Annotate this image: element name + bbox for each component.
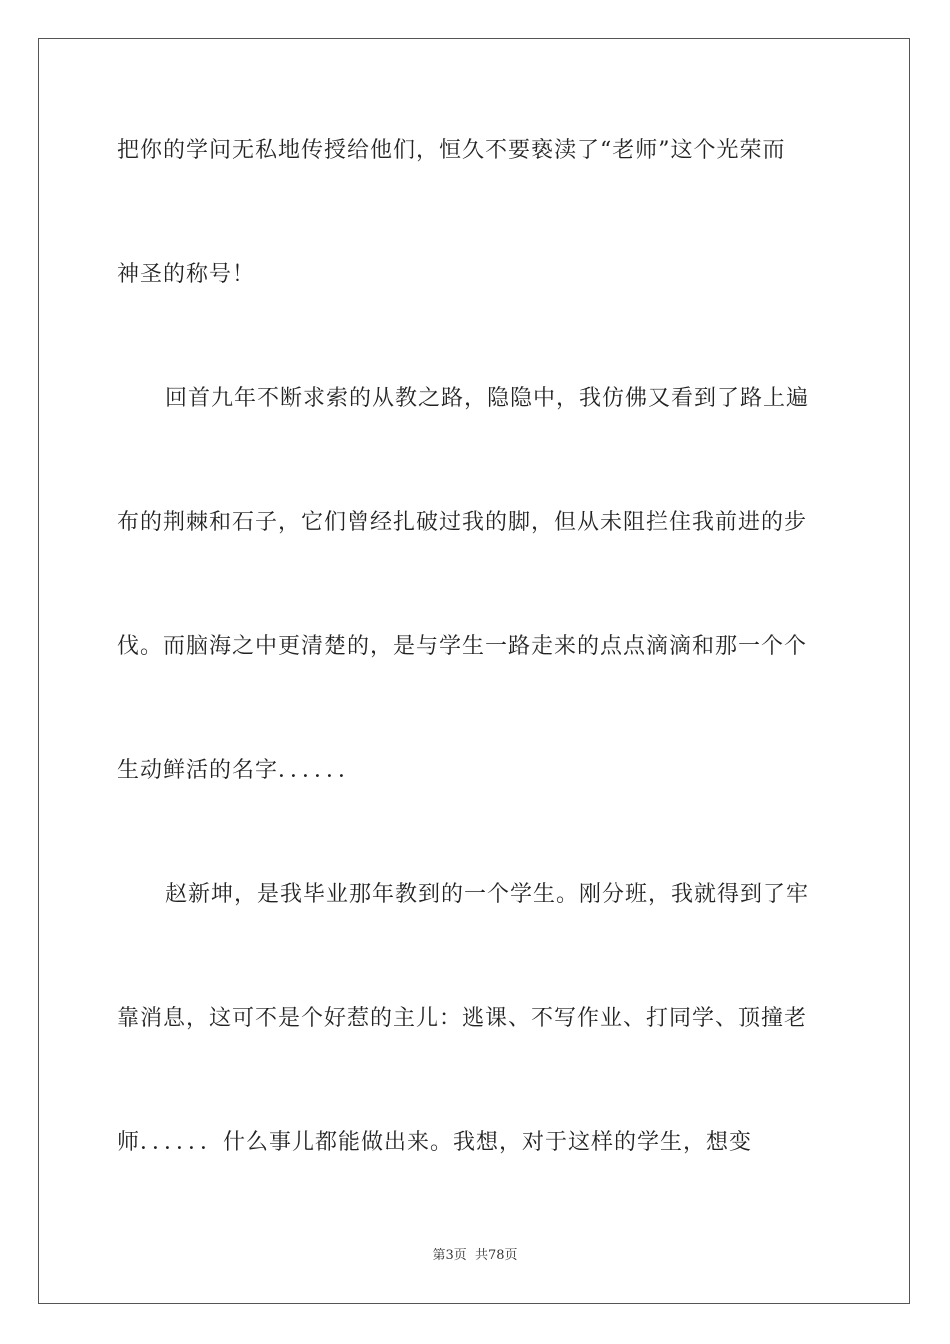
page-border [38,38,910,1304]
total-pages: 共78页 [474,1248,518,1263]
text-line-7: 赵新坤，是我毕业那年教到的一个学生。刚分班，我就得到了牢 [165,882,810,907]
text-line-9: 师．．．．．．什么事儿都能做出来。我想，对于这样的学生，想变 [117,1130,753,1155]
text-line-8: 靠消息，这可不是个好惹的主儿：逃课、不写作业、打同学、顶撞老 [117,1006,808,1031]
page-footer [0,1247,950,1265]
text-line-3: 回首九年不断求索的从教之路，隐隐中，我仿佛又看到了路上遍 [165,386,810,411]
text-line-5: 伐。而脑海之中更清楚的，是与学生一路走来的点点滴滴和那一个个 [117,634,808,659]
text-line-1: 把你的学问无私地传授给他们，恒久不要亵渎了“老师”这个光荣而 [117,138,786,163]
text-line-4: 布的荆棘和石子，它们曾经扎破过我的脚，但从未阻拦住我前进的步 [117,510,808,535]
text-line-6: 生动鲜活的名字．．．．．． [117,758,362,783]
text-line-2: 神圣的称号！ [117,262,256,287]
page-number: 第3页 [432,1248,467,1263]
